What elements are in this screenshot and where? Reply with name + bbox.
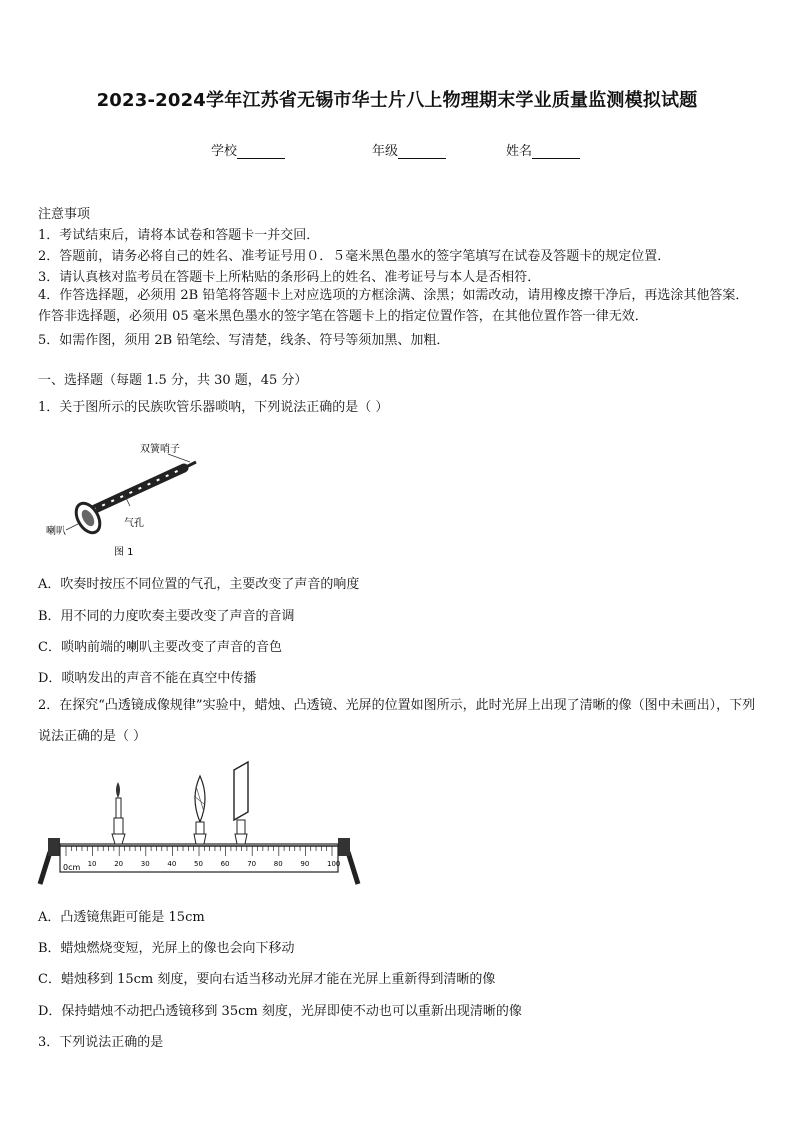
bench-post-left [48, 838, 60, 856]
ruler-tick-label: 30 [140, 860, 150, 868]
ruler-tick-label: 50 [194, 860, 203, 868]
grade-blank[interactable] [398, 146, 446, 159]
ruler-tick-label: 60 [220, 860, 230, 868]
q1-option-d: D．唢呐发出的声音不能在真空中传播 [38, 671, 257, 686]
section-heading: 一、选择题（每题 1.5 分，共 30 题，45 分） [38, 373, 308, 388]
bench-leg-left [40, 852, 50, 884]
convex-lens [194, 776, 206, 844]
q3-stem: 3．下列说法正确的是 [38, 1035, 164, 1050]
school-blank[interactable] [237, 146, 285, 159]
name-label: 姓名 [506, 144, 533, 159]
notice-item-5: 5．如需作图，须用 2B 铅笔绘、写清楚，线条、符号等须加黑、加粗． [38, 333, 450, 348]
label-holes: 气孔 [124, 518, 144, 529]
q2-option-a: A．凸透镜焦距可能是 15cm [38, 910, 205, 925]
q2-option-c: C．蜡烛移到 15cm 刻度，要向右适当移动光屏才能在光屏上重新得到清晰的像 [38, 972, 496, 987]
ruler-tick-label: 10 [87, 860, 97, 868]
grade-label: 年级 [372, 144, 399, 159]
q2-option-d: D．保持蜡烛不动把凸透镜移到 35cm 刻度，光屏即使不动也可以重新出现清晰的像 [38, 1004, 522, 1019]
bench-leg-right [348, 852, 358, 884]
candle-holder [114, 818, 123, 834]
notice-heading: 注意事项 [38, 207, 91, 222]
exam-title: 2023-2024学年江苏省无锡市华士片八上物理期末学业质量监测模拟试题 [96, 90, 698, 111]
bench-unit: 0cm [63, 863, 81, 872]
notice-item-3: 3．请认真核对监考员在答题卡上所粘贴的条形码上的姓名、准考证号与本人是否相符． [38, 270, 541, 285]
lens-holder [196, 822, 204, 834]
q1-stem: 1．关于图所示的民族吹管乐器唢呐，下列说法正确的是（ ） [38, 400, 389, 415]
ruler-tick-label: 70 [247, 860, 257, 868]
notice-item-1: 1．考试结束后，请将本试卷和答题卡一并交回． [38, 228, 320, 243]
name-blank[interactable] [532, 146, 580, 159]
q1-option-c: C．唢呐前端的喇叭主要改变了声音的音色 [38, 640, 282, 655]
candle-stick [116, 798, 121, 818]
lens-base [194, 834, 206, 844]
q1-option-b: B．用不同的力度吹奏主要改变了声音的音调 [38, 609, 295, 624]
light-screen [234, 762, 248, 844]
suona-body [84, 468, 184, 514]
school-label: 学校 [211, 144, 238, 159]
ruler-tick-label: 100 [327, 860, 341, 868]
notice-item-2: 2．答题前，请务必将自己的姓名、准考证号用０．５毫米黑色墨水的签字笔填写在试卷及答题卡的规定位置． [38, 249, 671, 264]
bench-post-right [338, 838, 350, 856]
screen-base [235, 834, 247, 844]
screen-panel [234, 762, 248, 820]
name-field[interactable] [506, 140, 580, 159]
candle-base [112, 834, 125, 844]
school-field[interactable] [211, 140, 285, 159]
suona-figure [44, 432, 214, 562]
q2-option-b: B．蜡烛燃烧变短，光屏上的像也会向下移动 [38, 941, 295, 956]
q2-stem: 2．在探究“凸透镜成像规律”实验中，蜡烛、凸透镜、光屏的位置如图所示，此时光屏上出现了清晰的像（图中未画出），下列说法正确的是（ ） [38, 698, 756, 744]
q1-option-a: A．吹奏时按压不同位置的气孔，主要改变了声音的响度 [38, 577, 360, 592]
notice-item-4: 4．作答选择题，必须用 2B 铅笔将答题卡上对应选项的方框涂满、涂黑；如需改动，请用橡皮擦干净后，再选涂其他答案．作答非选择题，必须用 05 毫米黑色墨水的签字笔在答题卡上的指定位置作答，在其他位置作答一律无效． [38, 288, 749, 324]
screen-holder [237, 820, 245, 834]
candle-flame [116, 782, 120, 798]
ruler-tick-label: 40 [167, 860, 177, 868]
ruler-tick-label: 90 [300, 860, 310, 868]
label-reed: 双簧哨子 [140, 444, 180, 455]
ruler-tick-label: 20 [114, 860, 124, 868]
label-bell: 喇叭 [46, 526, 66, 537]
grade-field[interactable] [372, 140, 446, 159]
figure-caption: 图 1 [114, 547, 134, 558]
ruler-tick-label: 80 [273, 860, 283, 868]
candle [112, 782, 125, 844]
optical-bench-figure [36, 756, 366, 888]
